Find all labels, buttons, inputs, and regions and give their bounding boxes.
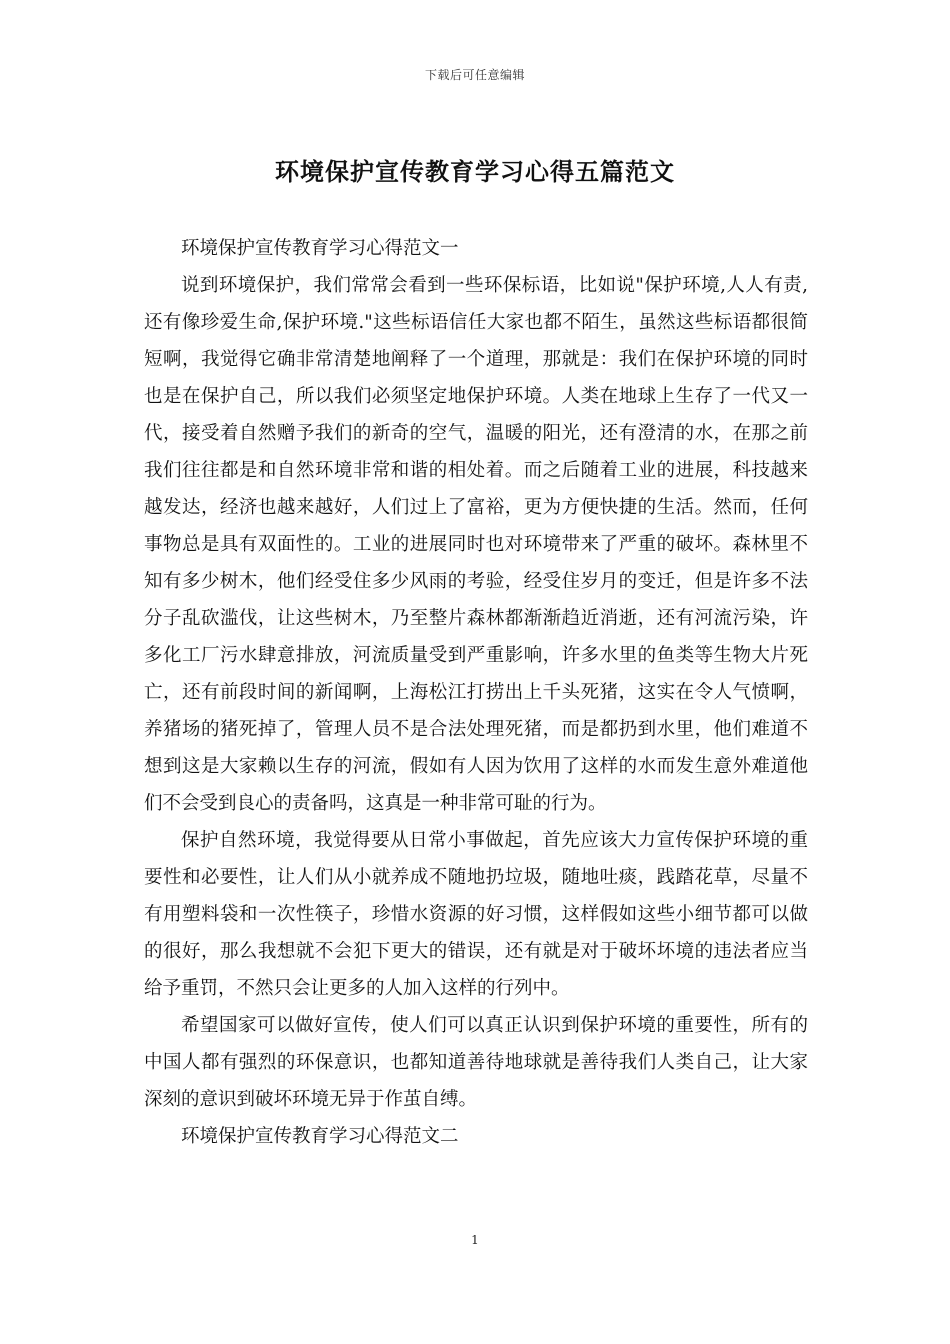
paragraph: 说到环境保护，我们常常会看到一些环保标语，比如说"保护环境,人人有责,还有像珍爱生命,保护环境."这些标语信任大家也都不陌生，虽然这些标语都很简短啊，我觉得它确非常清楚地阐释了一个道理，那就是：我们在保护环境的同时也是在保护自己，所以我们必须坚定地保护环境。人类在地球上生存了一代又一代，接受着自然赠予我们的新奇的空气，温暖的阳光，还有澄清的水，在那之前我们往往都是和自然环境非常和谐的相处着。而之后随着工业的进展，科技越来越发达，经济也越来越好，人们过上了富裕，更为方便快捷的生活。然而，任何事物总是具有双面性的。工业的进展同时也对环境带来了严重的破坏。森林里不知有多少树木，他们经受住多少风雨的考验，经受住岁月的变迁，但是许多不法分子乱砍滥伐，让这些树木，乃至整片森林都渐渐趋近消逝，还有河流污染，许多化工厂污水肆意排放，河流质量受到严重影响，许多水里的鱼类等生物大片死亡，还有前段时间的新闻啊，上海松江打捞出上千头死猪，这实在令人气愤啊，养猪场的猪死掉了，管理人员不是合法处理死猪，而是都扔到水里，他们难道不想到这是大家赖以生存的河流，假如有人因为饮用了这样的水而发生意外难道他们不会受到良心的责备吗，这真是一种非常可耻的行为。 xyxy=(144,275,808,814)
document-body xyxy=(144,230,808,1155)
document-title: 环境保护宣传教育学习心得五篇范文 xyxy=(275,157,675,186)
page-number: 1 xyxy=(471,1233,479,1247)
paragraph: 保护自然环境，我觉得要从日常小事做起，首先应该大力宣传保护环境的重要性和必要性，让人们从小就养成不随地扔垃圾，随地吐痰，践踏花草，尽量不有用塑料袋和一次性筷子，珍惜水资源的好习惯，这样假如这些小细节都可以做的很好，那么我想就不会犯下更大的错误，还有就是对于破坏坏境的违法者应当给予重罚，不然只会让更多的人加入这样的行列中。 xyxy=(144,830,808,999)
page-header: 下载后可任意编辑 xyxy=(424,68,525,82)
section-heading-2: 环境保护宣传教育学习心得范文二 xyxy=(181,1126,459,1147)
paragraph: 希望国家可以做好宣传，使人们可以真正认识到保护环境的重要性，所有的中国人都有强烈的环保意识，也都知道善待地球就是善待我们人类自己，让大家深刻的意识到破坏环境无异于作茧自缚。 xyxy=(144,1015,808,1110)
section-heading-1: 环境保护宣传教育学习心得范文一 xyxy=(181,238,459,259)
